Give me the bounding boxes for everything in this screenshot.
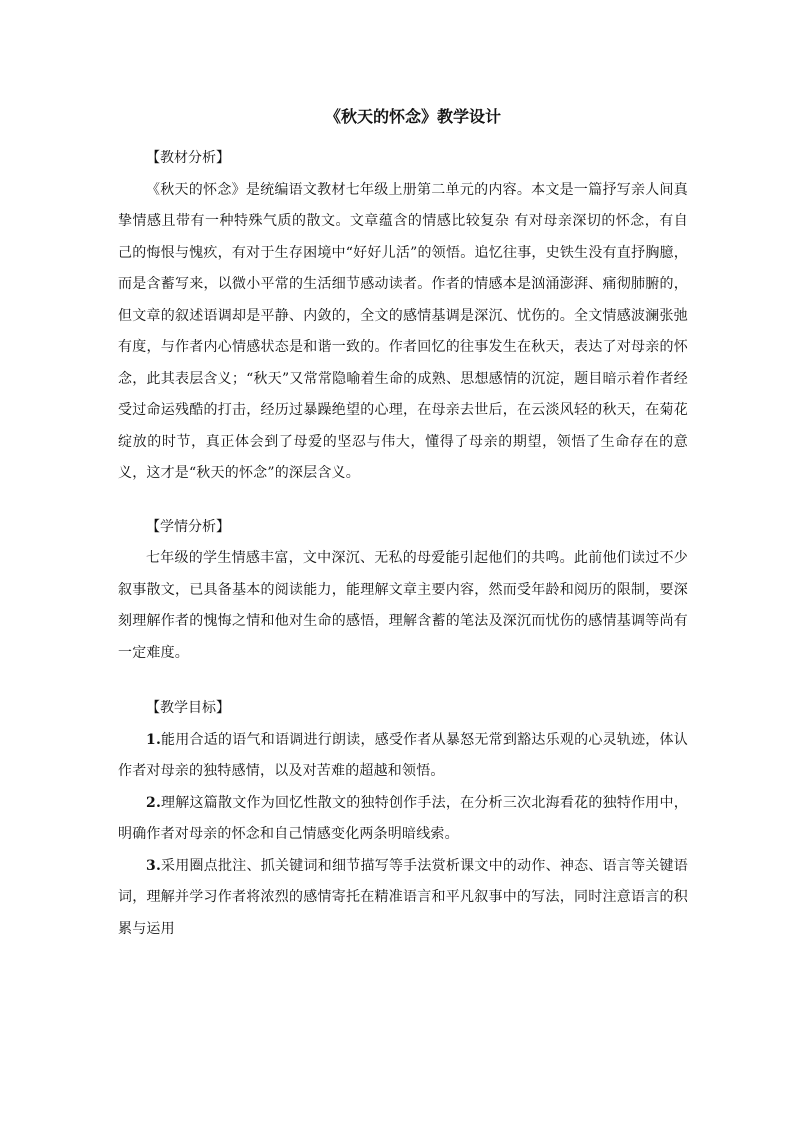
objective-text: 采用圈点批注、抓关键词和细节描写等手法赏析课文中的动作、神态、语言等关键语词，理解并学习作者将浓烈的感情寄托在精准语言和平凡叙事中的写法，同时注意语言的积累与运用	[118, 857, 688, 937]
objective-item-1	[118, 725, 688, 788]
objective-item-3	[118, 851, 688, 946]
objective-text: 理解这篇散文作为回忆性散文的独特创作手法，在分析三次北海看花的独特作用中，明确作者对母亲的怀念和自己情感变化两条明暗线索。	[118, 794, 688, 842]
section-heading-learner-analysis: 【学情分析】	[146, 518, 230, 535]
objective-number: 1.	[146, 731, 162, 748]
paragraph-textbook-analysis: 《秋天的怀念》是统编语文教材七年级上册第二单元的内容。本文是一篇抒写亲人间真挚情感且带有一种特殊气质的散文。文章蕴含的情感比较复杂 有对母亲深切的怀念，有自己的悔恨与愧疚，有对于生存困境中“好好儿活”的领悟。追忆往事，史铁生没有直抒胸臆，而是含蓄写来，以微小平常的生活细节感动读者。作者的情感本是汹涌澎湃、痛彻肺腑的，但文章的叙述语调却是平静、内敛的，全文的感情基调是深沉、忧伤的。全文情感波澜张弛有度，与作者内心情感状态是和谐一致的。作者回忆的往事发生在秋天，表达了对母亲的怀念，此其表层含义；“秋天”又常常隐喻着生命的成熟、思想感情的沉淀，题目暗示着作者经受过命运残酷的打击，经历过暴躁绝望的心理，在母亲去世后，在云淡风轻的秋天，在菊花绽放的时节，真正体会到了母爱的坚忍与伟大，懂得了母亲的期望，领悟了生命存在的意义，这才是“秋天的怀念”的深层含义。	[118, 181, 688, 481]
objective-text: 能用合适的语气和语调进行朗读，感受作者从暴怒无常到豁达乐观的心灵轨迹，体认作者对母亲的独特感情，以及对苦难的超越和领悟。	[118, 731, 688, 779]
objective-number: 3.	[146, 857, 162, 874]
section-heading-teaching-objectives: 【教学目标】	[146, 700, 230, 716]
paragraph-learner-analysis: 七年级的学生情感丰富，文中深沉、无私的母爱能引起他们的共鸣。此前他们读过不少叙事散文，已具备基本的阅读能力，能理解文章主要内容，然而受年龄和阅历的限制，要深刻理解作者的愧悔之情和他对生命的感悟，理解含蓄的笔法及深沉而忧伤的感情基调等尚有一定难度。	[118, 550, 688, 661]
objective-number: 2.	[146, 794, 162, 811]
spacer	[118, 669, 688, 693]
document-body	[118, 103, 688, 945]
objective-item-2	[118, 788, 688, 851]
section-heading-textbook-analysis: 【教材分析】	[146, 150, 230, 166]
document-title: 《秋天的怀念》教学设计	[324, 107, 501, 126]
spacer	[118, 490, 688, 512]
